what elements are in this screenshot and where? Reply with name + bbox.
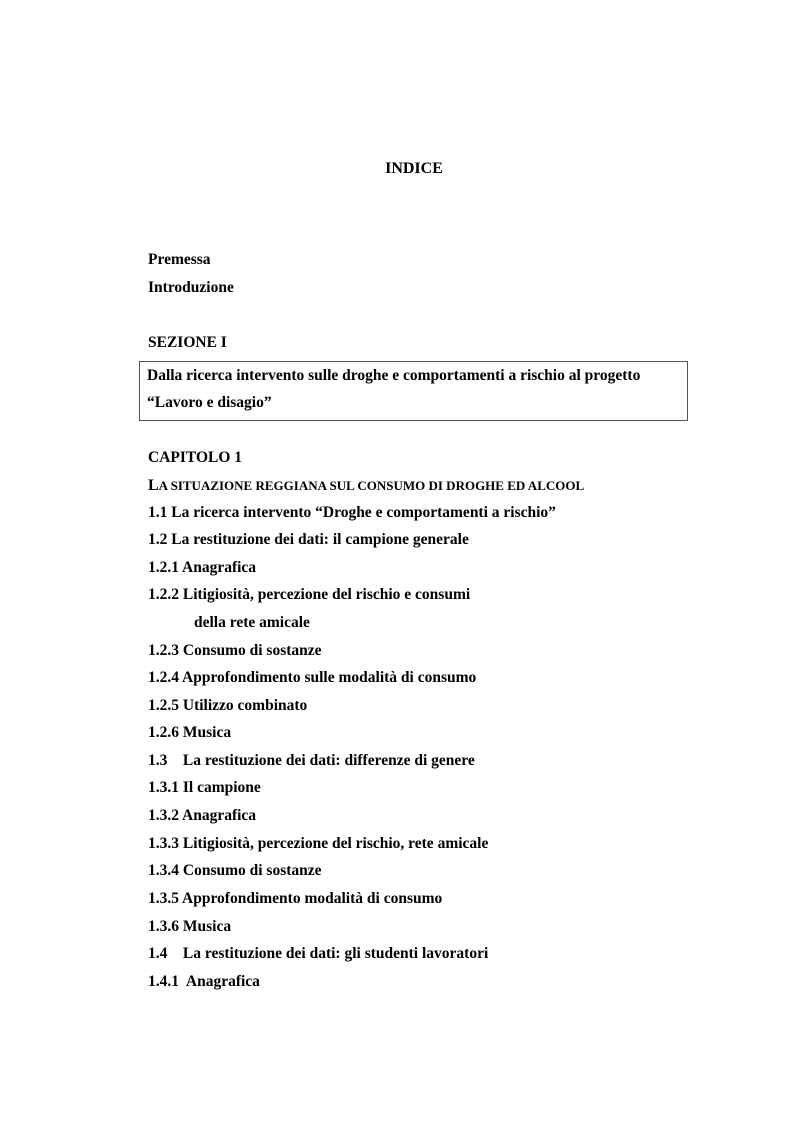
section-label: SEZIONE I [148, 334, 227, 351]
toc-entry: 1.4.1 Anagrafica [148, 973, 260, 990]
toc-entry: 1.3.4 Consumo di sostanze [148, 862, 322, 879]
section-title-line-2: “Lavoro e disagio” [147, 394, 272, 411]
toc-entry: 1.3.6 Musica [148, 918, 232, 935]
toc-entry-continuation: della rete amicale [194, 614, 310, 631]
toc-entry: 1.2 La restituzione dei dati: il campione generale [148, 531, 469, 548]
chapter-subtitle-rest: A SITUAZIONE REGGIANA SUL CONSUMO DI DROGHE ED ALCOOL [158, 478, 585, 493]
chapter-subtitle [148, 477, 584, 495]
toc-entry: 1.4 La restituzione dei dati: gli studenti lavoratori [148, 945, 489, 962]
chapter-label: CAPITOLO 1 [148, 449, 243, 466]
toc-entry: 1.3.1 Il campione [148, 779, 261, 796]
page-title: INDICE [385, 160, 443, 177]
toc-entry: 1.2.5 Utilizzo combinato [148, 697, 308, 714]
toc-entry: 1.2.2 Litigiosità, percezione del rischio e consumi [148, 586, 471, 603]
toc-entry: 1.3.3 Litigiosità, percezione del rischio, rete amicale [148, 835, 489, 852]
toc-entry: 1.3.5 Approfondimento modalità di consumo [148, 890, 443, 907]
toc-entry-premessa: Premessa [148, 251, 211, 268]
toc-entry: 1.1 La ricerca intervento “Droghe e comportamenti a rischio” [148, 504, 556, 521]
toc-entry: 1.2.1 Anagrafica [148, 559, 257, 576]
section-title-line-1: Dalla ricerca intervento sulle droghe e comportamenti a rischio al progetto [147, 367, 641, 384]
toc-entry: 1.2.6 Musica [148, 724, 232, 741]
toc-entry: 1.3.2 Anagrafica [148, 807, 257, 824]
section-title-box [139, 361, 688, 421]
toc-entry: 1.3 La restituzione dei dati: differenze di genere [148, 752, 475, 769]
toc-entry-introduzione: Introduzione [148, 279, 234, 296]
chapter-subtitle-initial: L [148, 477, 159, 494]
toc-entry: 1.2.3 Consumo di sostanze [148, 642, 322, 659]
toc-entry: 1.2.4 Approfondimento sulle modalità di consumo [148, 669, 477, 686]
